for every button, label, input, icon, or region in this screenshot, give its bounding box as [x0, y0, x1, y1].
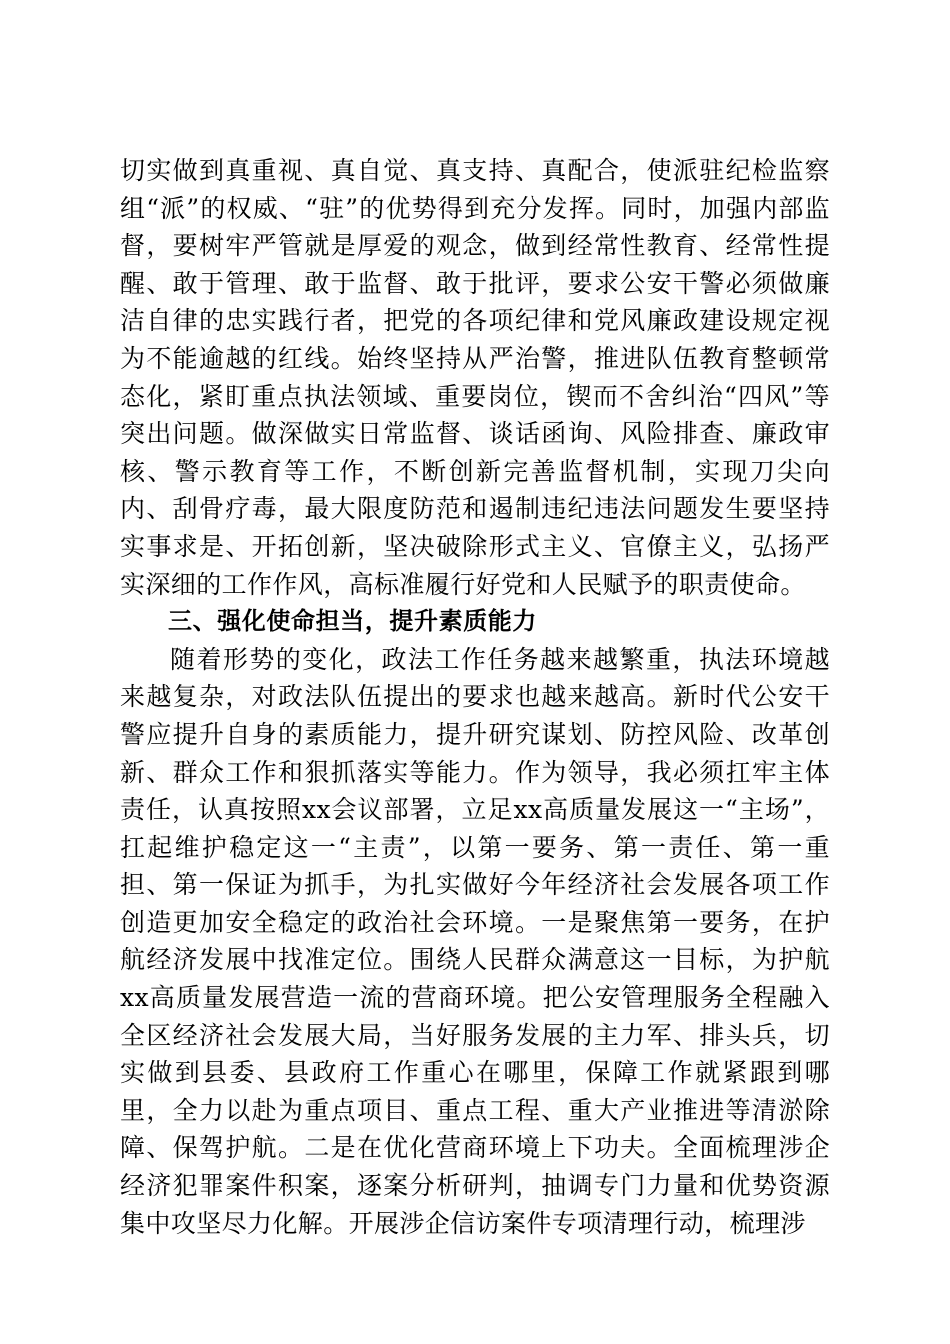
section-heading: 三、强化使命担当，提升素质能力	[168, 607, 537, 636]
document-body	[120, 152, 830, 1242]
body-paragraph: 随着形势的变化，政法工作任务越来越繁重，执法环境越来越复杂，对政法队伍提出的要求也越来越高。新时代公安干警应提升自身的素质能力，提升研究谋划、防控风险、改革创新、群众工作和狠抓落实等能力。作为领导，我必须扛牢主体责任，认真按照xx会议部署，立足xx高质量发展这一“主场”，扛起维护稳定这一“主责”，以第一要务、第一责任、第一重担、第一保证为抓手，为扎实做好今年经济社会发展各项工作创造更加安全稳定的政治社会环境。一是聚焦第一要务，在护航经济发展中找准定位。围绕人民群众满意这一目标，为护航xx高质量发展营造一流的营商环境。把公安管理服务全程融入全区经济社会发展大局，当好服务发展的主力军、排头兵，切实做到县委、县政府工作重心在哪里，保障工作就紧跟到哪里，全力以赴为重点项目、重点工程、重大产业推进等清淤除障、保驾护航。二是在优化营商环境上下功夫。全面梳理涉企经济犯罪案件积案，逐案分析研判，抽调专门力量和优势资源集中攻坚尽力化解。开展涉企信访案件专项清理行动，梳理涉	[120, 644, 830, 1238]
continued-paragraph: 切实做到真重视、真自觉、真支持、真配合，使派驻纪检监察组“派”的权威、“驻”的优势得到充分发挥。同时，加强内部监督，要树牢严管就是厚爱的观念，做到经常性教育、经常性提醒、敢于管理、敢于监督、敢于批评，要求公安干警必须做廉洁自律的忠实践行者，把党的各项纪律和党风廉政建设规定视为不能逾越的红线。始终坚持从严治警，推进队伍教育整顿常态化，紧盯重点执法领域、重要岗位，锲而不舍纠治“四风”等突出问题。做深做实日常监督、谈话函询、风险排查、廉政审核、警示教育等工作，不断创新完善监督机制，实现刀尖向内、刮骨疗毒，最大限度防范和遏制违纪违法问题发生要坚持实事求是、开拓创新，坚决破除形式主义、官僚主义，弘扬严实深细的工作作风，高标准履行好党和人民赋予的职责使命。	[120, 156, 830, 599]
